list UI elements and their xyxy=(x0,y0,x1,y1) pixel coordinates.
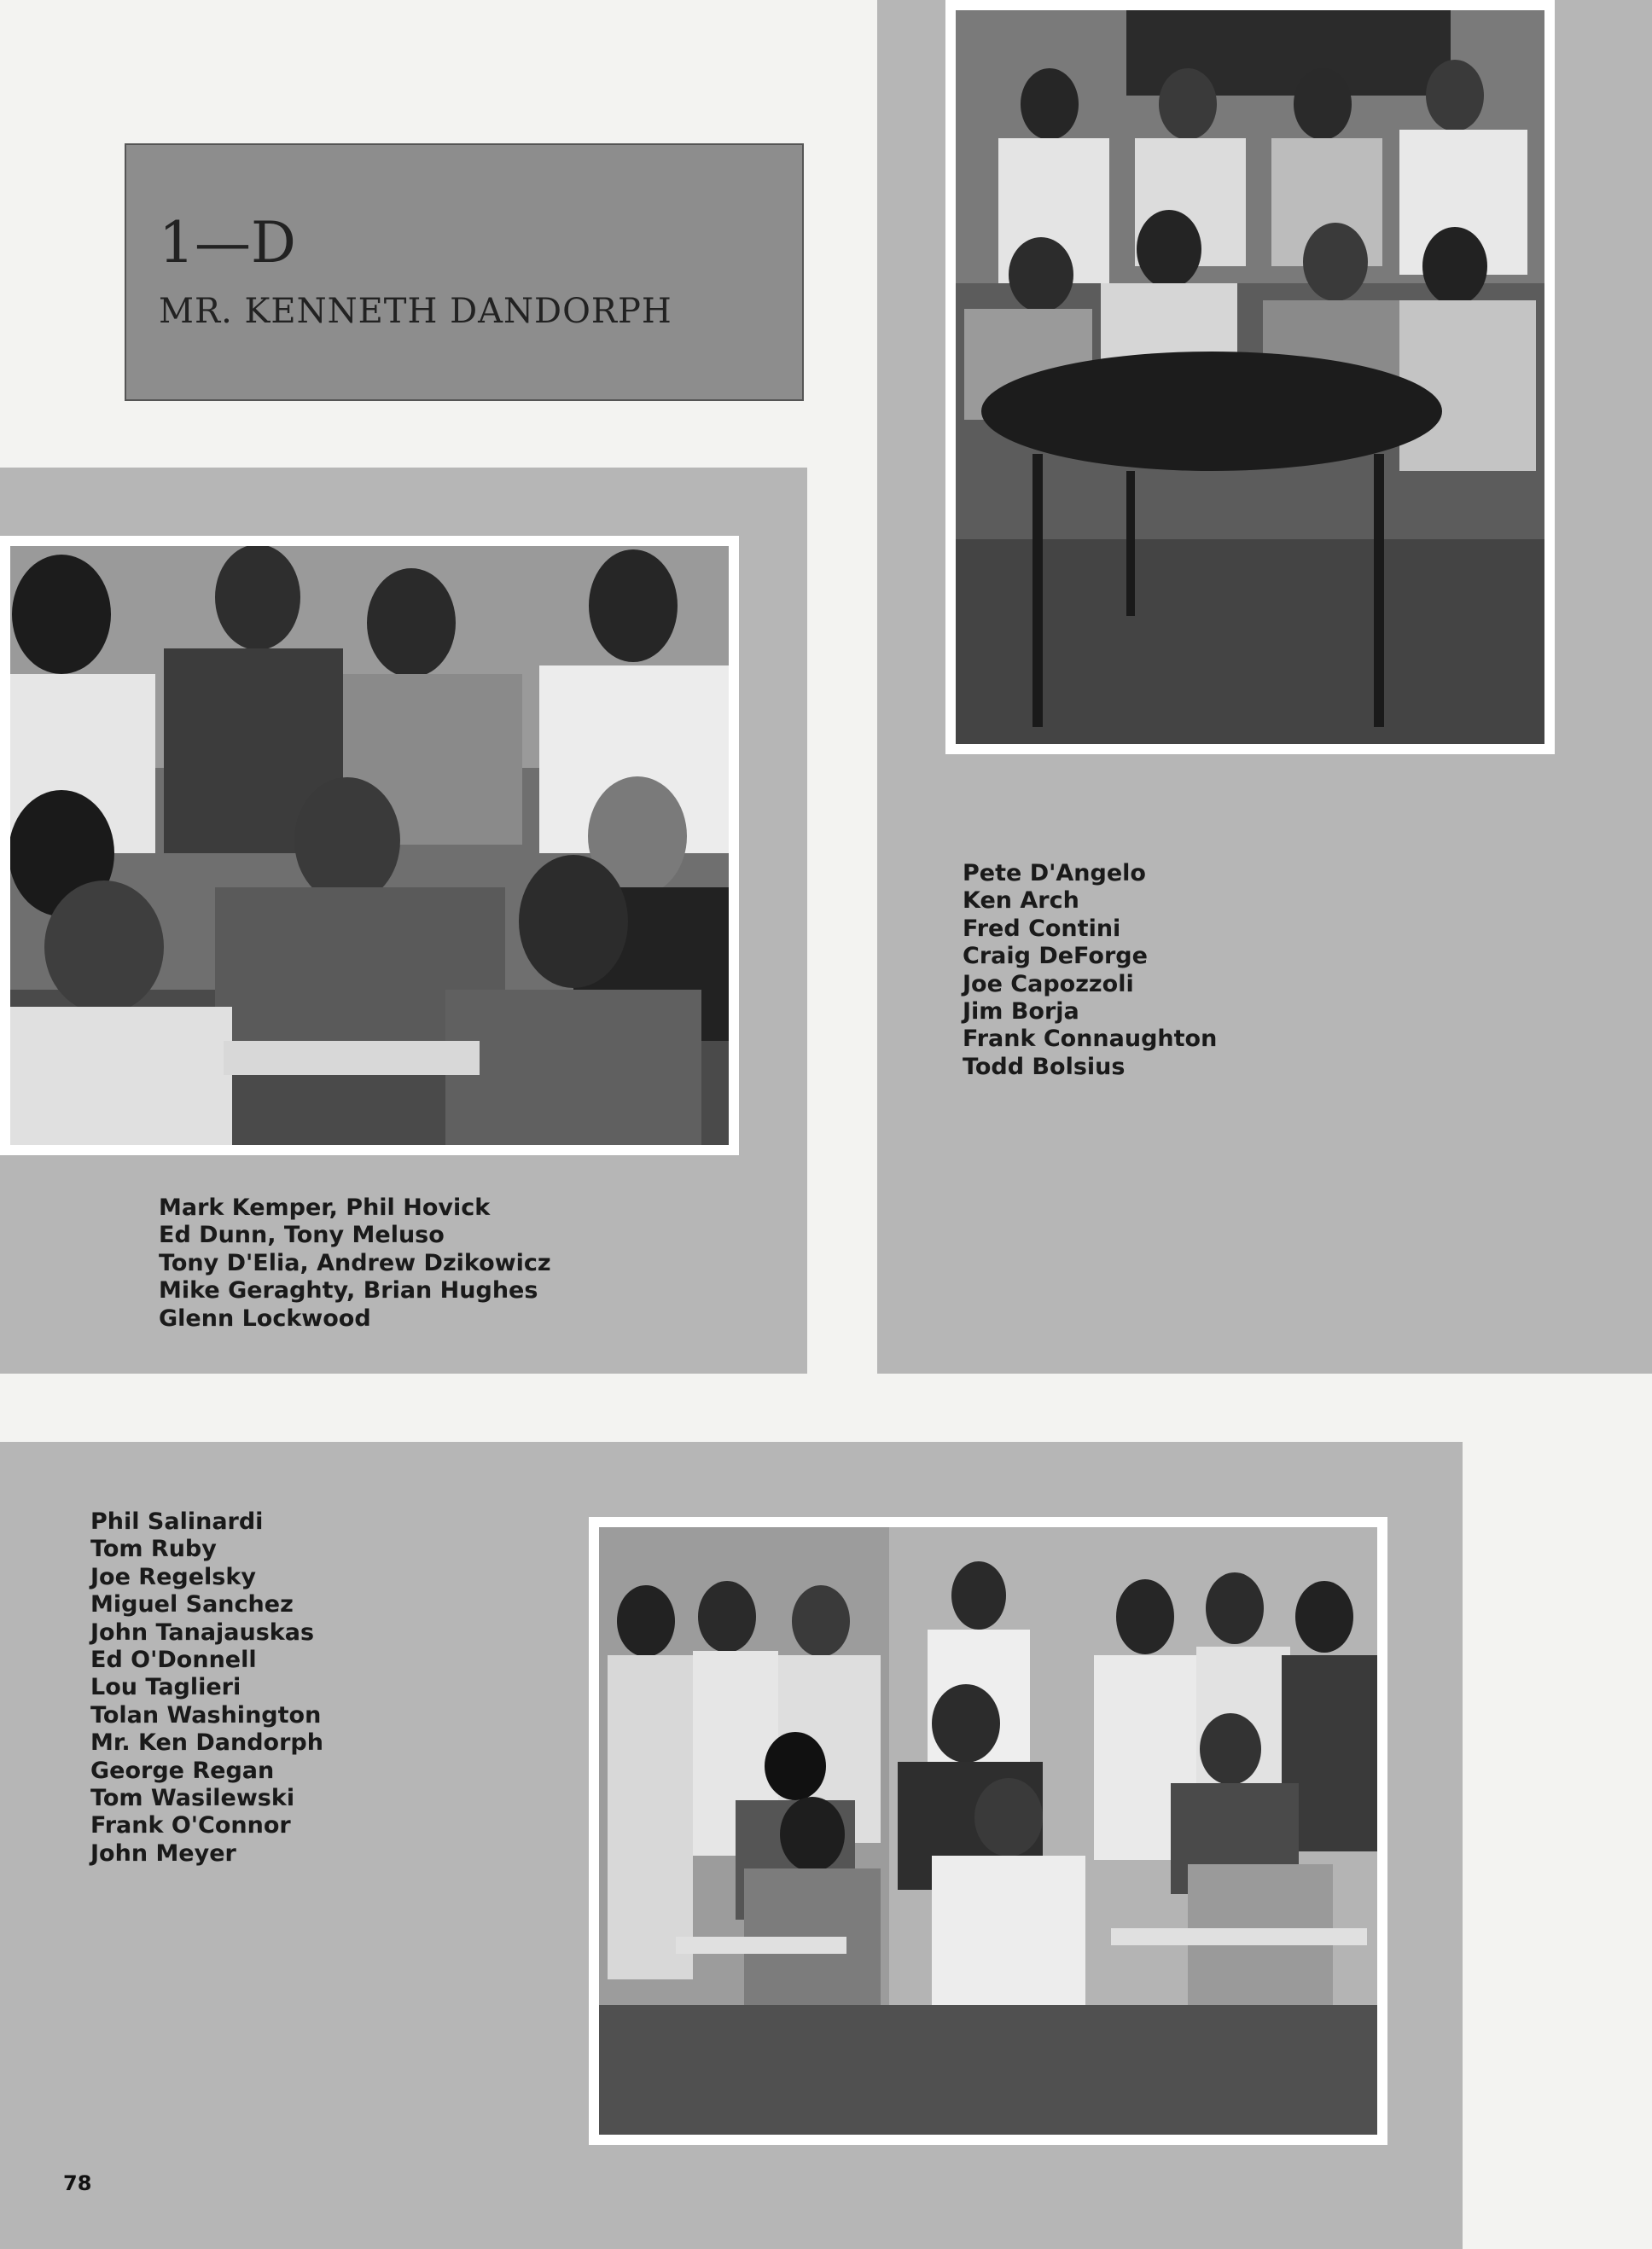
caption-right xyxy=(963,860,1217,1081)
class-photo-right-image xyxy=(956,10,1544,744)
caption-line: Tolan Washington xyxy=(90,1701,322,1729)
caption-line: Joe Capozzoli xyxy=(963,970,1134,997)
class-photo-bottom-image xyxy=(599,1527,1377,2135)
caption-line: Pete D'Angelo xyxy=(963,860,1146,886)
class-photo-left xyxy=(0,536,739,1155)
caption-line: Miguel Sanchez xyxy=(90,1591,294,1618)
caption-line: Glenn Lockwood xyxy=(159,1305,371,1332)
caption-line: Mr. Ken Dandorph xyxy=(90,1729,323,1757)
caption-line: Fred Contini xyxy=(963,915,1121,942)
caption-line: Joe Regelsky xyxy=(90,1563,256,1590)
caption-line: Frank Connaughton xyxy=(963,1026,1218,1053)
caption-line: Mark Kemper, Phil Hovick xyxy=(159,1194,491,1221)
page-number: 78 xyxy=(63,2171,92,2195)
caption-line: Craig DeForge xyxy=(963,943,1148,970)
caption-line: Lou Taglieri xyxy=(90,1674,241,1701)
caption-line: John Tanajauskas xyxy=(90,1618,315,1646)
class-title-box xyxy=(125,143,804,401)
caption-line: Mike Geraghty, Brian Hughes xyxy=(159,1277,538,1305)
caption-line: Ed O'Donnell xyxy=(90,1647,257,1674)
caption-line: Jim Borja xyxy=(963,998,1079,1026)
caption-line: John Meyer xyxy=(90,1839,236,1867)
class-photo-bottom xyxy=(589,1517,1387,2145)
caption-line: Ed Dunn, Tony Meluso xyxy=(159,1222,445,1249)
caption-line: George Regan xyxy=(90,1757,275,1784)
teacher-name: MR. KENNETH DANDORPH xyxy=(159,292,672,331)
caption-line: Tony D'Elia, Andrew Dzikowicz xyxy=(159,1249,551,1276)
caption-line: Ken Arch xyxy=(963,887,1079,915)
caption-line: Todd Bolsius xyxy=(963,1053,1126,1080)
caption-line: Phil Salinardi xyxy=(90,1508,264,1535)
class-photo-left-image xyxy=(10,546,729,1145)
caption-line: Tom Wasilewski xyxy=(90,1785,295,1812)
caption-left xyxy=(159,1194,551,1333)
class-code: 1—D xyxy=(159,210,296,276)
caption-line: Frank O'Connor xyxy=(90,1812,291,1839)
caption-bottom xyxy=(90,1508,323,1868)
caption-line: Tom Ruby xyxy=(90,1536,217,1563)
class-photo-right xyxy=(945,0,1555,754)
